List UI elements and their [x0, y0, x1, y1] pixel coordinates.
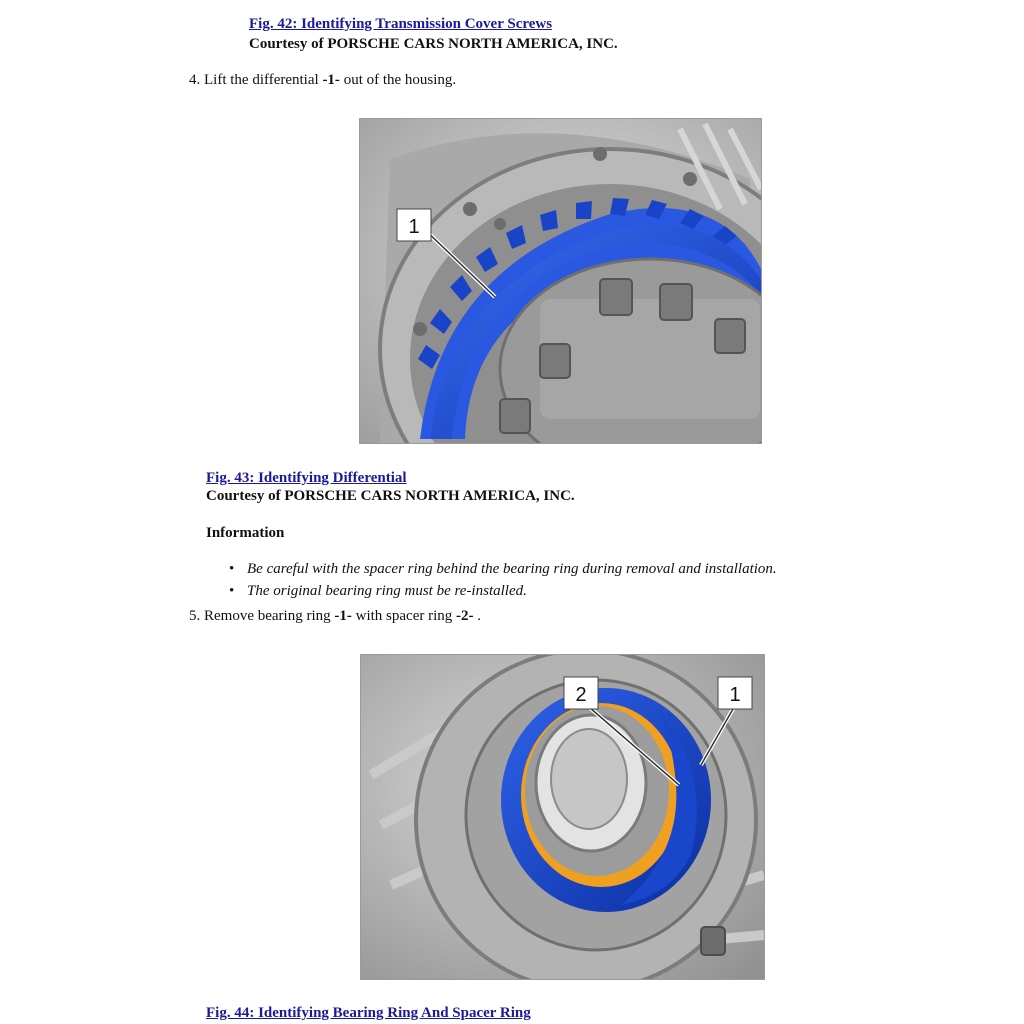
step-5-text-c: .: [473, 608, 482, 624]
fig44-callout-2: 2: [575, 684, 587, 706]
fig44-caption-link[interactable]: Fig. 44: Identifying Bearing Ring And Spacer Ring: [206, 1005, 531, 1021]
differential-illustration: [360, 119, 761, 443]
step-4-text-after: out of the housing.: [339, 72, 457, 88]
information-bullet: • The original bearing ring must be re-installed.: [229, 583, 777, 600]
step-5-number: 5.: [189, 608, 201, 624]
step-4: [189, 72, 456, 89]
fig43-caption-link[interactable]: Fig. 43: Identifying Differential: [206, 470, 407, 486]
step-5-ref-1: -1-: [334, 608, 352, 624]
step-4-number: 4.: [189, 72, 201, 88]
information-heading: Information: [206, 525, 285, 541]
information-bullet: • Be careful with the spacer ring behind the bearing ring during removal and installation.: [229, 561, 777, 578]
fig43-courtesy: Courtesy of PORSCHE CARS NORTH AMERICA, INC.: [206, 488, 575, 504]
fig43-callout-1: 1: [408, 216, 420, 238]
step-4-text-before: Lift the differential: [204, 72, 323, 88]
fig44-image: [360, 654, 765, 980]
step-5: [189, 608, 481, 625]
fig42-caption-link[interactable]: Fig. 42: Identifying Transmission Cover Screws: [249, 16, 553, 32]
information-list: [229, 561, 777, 605]
fig43-image: [359, 118, 762, 444]
step-5-text-a: Remove bearing ring: [204, 608, 335, 624]
fig42-courtesy: Courtesy of PORSCHE CARS NORTH AMERICA, INC.: [249, 36, 618, 52]
bearing-ring-illustration: [361, 655, 764, 979]
step-4-ref: -1-: [322, 72, 340, 88]
step-5-ref-2: -2-: [456, 608, 474, 624]
fig44-callout-1: 1: [729, 684, 741, 706]
step-5-text-b: with spacer ring: [351, 608, 457, 624]
